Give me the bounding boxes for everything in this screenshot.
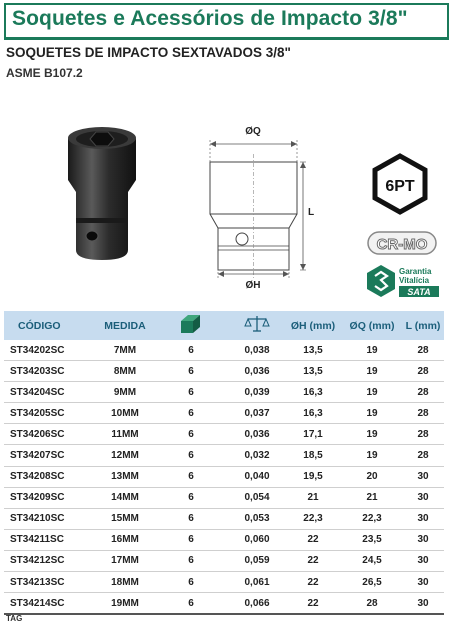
cell-code: ST34208SC — [4, 466, 98, 487]
cell-h: 22 — [284, 550, 342, 571]
table-row — [4, 403, 444, 424]
cell-size: 10MM — [98, 403, 152, 424]
cell-weight: 0,036 — [230, 424, 284, 445]
cell-l: 30 — [402, 572, 444, 593]
cell-h: 22 — [284, 529, 342, 550]
cell-l: 28 — [402, 424, 444, 445]
cell-h: 21 — [284, 487, 342, 508]
col-header-l: L (mm) — [402, 311, 444, 340]
cell-h: 22 — [284, 593, 342, 615]
warranty-line1: Garantia — [399, 267, 432, 276]
cell-code: ST34211SC — [4, 529, 98, 550]
cell-l: 28 — [402, 445, 444, 466]
table-row — [4, 361, 444, 382]
cell-q: 19 — [342, 340, 402, 361]
cell-quantity: 6 — [152, 550, 230, 571]
standard-label: ASME B107.2 — [6, 66, 83, 80]
crmo-label: CR-MO — [376, 236, 428, 253]
cell-code: ST34205SC — [4, 403, 98, 424]
table-row — [4, 340, 444, 361]
cell-q: 20 — [342, 466, 402, 487]
cell-quantity: 6 — [152, 593, 230, 615]
cell-weight: 0,061 — [230, 572, 284, 593]
cell-quantity: 6 — [152, 487, 230, 508]
table-row — [4, 487, 444, 508]
cell-weight: 0,037 — [230, 403, 284, 424]
cell-quantity: 6 — [152, 340, 230, 361]
cell-size: 14MM — [98, 487, 152, 508]
cell-h: 16,3 — [284, 403, 342, 424]
spec-table-body — [4, 340, 444, 614]
warranty-line2: Vitalícia — [399, 276, 430, 285]
cell-weight: 0,039 — [230, 382, 284, 403]
cell-size: 7MM — [98, 340, 152, 361]
table-row — [4, 445, 444, 466]
cell-code: ST34203SC — [4, 361, 98, 382]
cell-q: 28 — [342, 593, 402, 615]
cell-quantity: 6 — [152, 529, 230, 550]
cell-l: 30 — [402, 508, 444, 529]
socket-image — [62, 118, 142, 263]
box-icon — [179, 314, 203, 334]
table-row — [4, 593, 444, 615]
col-header-quantity — [152, 311, 230, 340]
cell-l: 28 — [402, 361, 444, 382]
cell-weight: 0,032 — [230, 445, 284, 466]
dim-q-label: ØQ — [245, 126, 261, 137]
title-bar — [4, 3, 449, 40]
cell-l: 30 — [402, 529, 444, 550]
cell-l: 28 — [402, 340, 444, 361]
cell-quantity: 6 — [152, 466, 230, 487]
table-row — [4, 529, 444, 550]
table-header-row — [4, 311, 444, 340]
table-row — [4, 572, 444, 593]
cell-size: 8MM — [98, 361, 152, 382]
cell-code: ST34206SC — [4, 424, 98, 445]
cell-h: 13,5 — [284, 361, 342, 382]
col-header-code: CÓDIGO — [4, 311, 98, 340]
cell-code: ST34212SC — [4, 550, 98, 571]
cell-q: 23,5 — [342, 529, 402, 550]
six-point-badge — [370, 153, 430, 215]
dimension-diagram — [190, 118, 315, 293]
cell-h: 22,3 — [284, 508, 342, 529]
six-point-label: 6PT — [385, 178, 415, 195]
cell-code: ST34207SC — [4, 445, 98, 466]
col-header-q: ØQ (mm) — [342, 311, 402, 340]
cell-weight: 0,060 — [230, 529, 284, 550]
cell-weight: 0,053 — [230, 508, 284, 529]
cell-code: ST34202SC — [4, 340, 98, 361]
table-row — [4, 466, 444, 487]
cell-q: 19 — [342, 361, 402, 382]
section-subtitle: SOQUETES DE IMPACTO SEXTAVADOS 3/8" — [6, 45, 291, 60]
cell-l: 30 — [402, 550, 444, 571]
cell-q: 19 — [342, 382, 402, 403]
cell-h: 17,1 — [284, 424, 342, 445]
cell-l: 28 — [402, 403, 444, 424]
cell-quantity: 6 — [152, 445, 230, 466]
cell-code: ST34213SC — [4, 572, 98, 593]
cell-l: 30 — [402, 593, 444, 615]
cell-code: ST34209SC — [4, 487, 98, 508]
cell-q: 22,3 — [342, 508, 402, 529]
cell-size: 16MM — [98, 529, 152, 550]
cell-code: ST34210SC — [4, 508, 98, 529]
dim-l-label: L — [308, 207, 315, 218]
cell-l: 28 — [402, 382, 444, 403]
cell-size: 19MM — [98, 593, 152, 615]
cell-h: 16,3 — [284, 382, 342, 403]
cell-quantity: 6 — [152, 572, 230, 593]
cell-size: 9MM — [98, 382, 152, 403]
cell-size: 17MM — [98, 550, 152, 571]
cell-h: 13,5 — [284, 340, 342, 361]
page-title: Soquetes e Acessórios de Impacto 3/8" — [12, 7, 408, 30]
cell-quantity: 6 — [152, 424, 230, 445]
table-row — [4, 382, 444, 403]
cell-q: 19 — [342, 424, 402, 445]
table-row — [4, 550, 444, 571]
cell-l: 30 — [402, 487, 444, 508]
col-header-weight — [230, 311, 284, 340]
cell-h: 18,5 — [284, 445, 342, 466]
cell-weight: 0,059 — [230, 550, 284, 571]
cell-size: 18MM — [98, 572, 152, 593]
tag-label: TAG — [6, 614, 23, 623]
cell-weight: 0,066 — [230, 593, 284, 615]
cell-q: 24,5 — [342, 550, 402, 571]
cell-weight: 0,040 — [230, 466, 284, 487]
cell-size: 13MM — [98, 466, 152, 487]
cell-quantity: 6 — [152, 403, 230, 424]
crmo-badge — [366, 228, 438, 258]
dim-h-label: ØH — [245, 280, 261, 291]
cell-size: 12MM — [98, 445, 152, 466]
cell-l: 30 — [402, 466, 444, 487]
cell-size: 11MM — [98, 424, 152, 445]
cell-code: ST34214SC — [4, 593, 98, 615]
cell-h: 22 — [284, 572, 342, 593]
spec-table — [4, 311, 444, 615]
cell-weight: 0,054 — [230, 487, 284, 508]
cell-q: 21 — [342, 487, 402, 508]
table-row — [4, 508, 444, 529]
cell-q: 26,5 — [342, 572, 402, 593]
table-row — [4, 424, 444, 445]
cell-quantity: 6 — [152, 508, 230, 529]
scale-icon — [244, 314, 270, 334]
cell-code: ST34204SC — [4, 382, 98, 403]
sata-warranty-badge — [366, 264, 446, 298]
cell-q: 19 — [342, 445, 402, 466]
col-header-size: MEDIDA — [98, 311, 152, 340]
cell-quantity: 6 — [152, 382, 230, 403]
cell-q: 19 — [342, 403, 402, 424]
sata-brand-label: SATA — [407, 287, 431, 297]
cell-quantity: 6 — [152, 361, 230, 382]
cell-size: 15MM — [98, 508, 152, 529]
cell-h: 19,5 — [284, 466, 342, 487]
col-header-h: ØH (mm) — [284, 311, 342, 340]
cell-weight: 0,036 — [230, 361, 284, 382]
cell-weight: 0,038 — [230, 340, 284, 361]
